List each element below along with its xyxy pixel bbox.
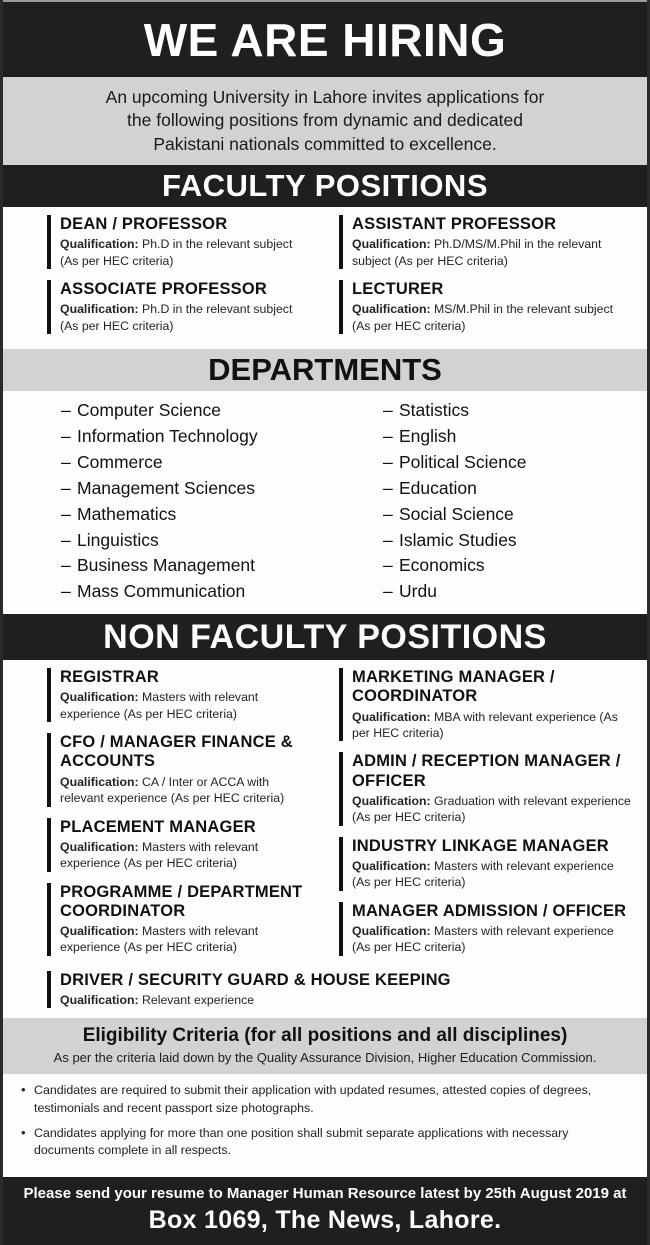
qualification-label: Qualification: <box>60 992 139 1007</box>
department-label: Mathematics <box>77 503 177 524</box>
department-label: Management Sciences <box>77 477 256 498</box>
position-entry-industry-linkage-manager <box>339 837 633 891</box>
qualification-label: Qualification: <box>352 923 431 938</box>
qualification-text: Masters with relevant experience (As per HEC criteria) <box>60 690 259 721</box>
position-title: CFO / MANAGER FINANCE & ACCOUNTS <box>60 733 293 771</box>
department-label: Computer Science <box>77 400 221 421</box>
department-label: Education <box>399 477 477 498</box>
position-title: REGISTRAR <box>60 668 159 687</box>
department-item <box>383 398 647 424</box>
department-item <box>61 398 325 424</box>
position-entry-programme-department-coordinator <box>47 883 313 956</box>
department-label: Mass Communication <box>77 581 246 602</box>
department-item <box>61 528 325 554</box>
qualification-label: Qualification: <box>60 774 139 789</box>
footer-banner <box>3 1174 647 1245</box>
eligibility-subtitle: As per the criteria laid down by the Quality Assurance Division, Higher Education Commission. <box>53 1050 597 1066</box>
dash-icon: – <box>61 581 71 602</box>
dash-icon: – <box>383 426 393 447</box>
department-item <box>383 424 647 450</box>
position-title: PROGRAMME / DEPARTMENT COORDINATOR <box>60 882 303 920</box>
qualification-label: Qualification: <box>60 302 139 317</box>
dash-icon: – <box>383 477 393 498</box>
dash-icon: – <box>383 529 393 550</box>
department-label: Urdu <box>399 581 437 602</box>
non-faculty-right-column <box>325 668 647 967</box>
footer-address: Box 1069, The News, Lahore. <box>148 1206 502 1234</box>
department-label: English <box>399 426 457 447</box>
non-faculty-positions-banner <box>3 614 647 660</box>
dash-icon: – <box>383 451 393 472</box>
position-qualification <box>60 923 313 956</box>
dash-icon: – <box>383 555 393 576</box>
footer-instruction: Please send your resume to Manager Human Resource latest by 25th August 2019 at <box>23 1184 627 1202</box>
non-faculty-positions-title: NON FACULTY POSITIONS <box>103 617 547 656</box>
qualification-label: Qualification: <box>352 858 431 873</box>
dash-icon: – <box>61 451 71 472</box>
position-qualification <box>352 793 633 826</box>
qualification-text: Masters with relevant experience (As per HEC criteria) <box>60 839 259 871</box>
eligibility-title: Eligibility Criteria (for all positions and all disciplines) <box>82 1025 568 1047</box>
faculty-positions-banner <box>3 165 647 207</box>
department-label: Islamic Studies <box>399 529 517 550</box>
position-title: MARKETING MANAGER / COORDINATOR <box>352 668 555 706</box>
qualification-label: Qualification: <box>352 302 431 317</box>
position-qualification <box>352 709 633 742</box>
department-item <box>383 553 647 579</box>
dash-icon: – <box>383 503 393 524</box>
qualification-text: MS/M.Phil in the relevant subject (As per HEC criteria) <box>352 302 614 333</box>
dash-icon: – <box>61 400 71 421</box>
qualification-label: Qualification: <box>352 709 431 724</box>
department-item <box>383 579 647 605</box>
position-title: PLACEMENT MANAGER <box>60 817 256 836</box>
position-title: LECTURER <box>352 280 444 299</box>
position-qualification <box>352 236 633 269</box>
department-item <box>61 450 325 476</box>
faculty-right-column <box>325 215 647 345</box>
dash-icon: – <box>61 503 71 524</box>
non-faculty-positions-section <box>3 660 647 1018</box>
position-title: MANAGER ADMISSION / OFFICER <box>352 901 627 920</box>
faculty-positions-title: FACULTY POSITIONS <box>162 168 488 203</box>
position-qualification <box>60 301 313 334</box>
position-entry-registrar <box>47 668 313 722</box>
qualification-label: Qualification: <box>60 237 139 252</box>
note-item: • Candidates applying for more than one position shall submit separate applications with necessary documents complete in all respects. <box>21 1125 631 1160</box>
qualification-text: Ph.D in the relevant subject (As per HEC criteria) <box>60 302 293 333</box>
department-label: Information Technology <box>77 426 258 447</box>
qualification-text: Masters with relevant experience (As per HEC criteria) <box>60 923 259 955</box>
non-faculty-full-width-row <box>3 971 647 1019</box>
qualification-label: Qualification: <box>60 923 139 938</box>
position-entry-associate-professor <box>47 280 313 334</box>
position-title: ASSISTANT PROFESSOR <box>352 215 557 233</box>
faculty-left-column <box>3 215 325 345</box>
intro-banner <box>3 77 647 165</box>
application-notes-section <box>3 1074 647 1173</box>
department-item <box>61 579 325 605</box>
position-entry-driver-security-guard-house-keeping <box>47 971 647 1009</box>
intro-line-3: Pakistani nationals committed to excellence. <box>153 133 497 154</box>
dash-icon: – <box>61 555 71 576</box>
department-label: Social Science <box>399 503 514 524</box>
position-qualification <box>352 923 633 956</box>
headline-banner <box>3 0 647 77</box>
departments-left-column <box>3 398 325 605</box>
non-faculty-positions-grid <box>3 660 647 971</box>
position-entry-marketing-manager-coordinator <box>339 668 633 741</box>
department-item <box>61 476 325 502</box>
position-title: INDUSTRY LINKAGE MANAGER <box>352 836 609 855</box>
position-qualification <box>352 858 633 891</box>
headline-text: WE ARE HIRING <box>143 13 507 66</box>
department-label: Linguistics <box>77 529 159 550</box>
qualification-text: MBA with relevant experience (As per HEC criteria) <box>352 709 618 740</box>
qualification-text: Masters with relevant experience (As per HEC criteria) <box>352 858 614 890</box>
position-entry-placement-manager <box>47 818 313 872</box>
qualification-text: Ph.D in the relevant subject (As per HEC criteria) <box>60 237 293 268</box>
qualification-label: Qualification: <box>352 793 431 808</box>
position-qualification <box>60 689 313 722</box>
faculty-positions-section <box>3 207 647 349</box>
position-title: DRIVER / SECURITY GUARD & HOUSE KEEPING <box>60 970 451 989</box>
position-entry-dean-professor <box>47 215 313 269</box>
department-label: Statistics <box>399 400 470 421</box>
department-item <box>61 502 325 528</box>
position-entry-manager-admission-officer <box>339 902 633 956</box>
departments-right-column <box>325 398 647 605</box>
faculty-positions-grid <box>3 207 647 349</box>
qualification-label: Qualification: <box>352 237 431 252</box>
dash-icon: – <box>383 400 393 421</box>
position-title: ASSOCIATE PROFESSOR <box>60 280 268 299</box>
intro-line-2: the following positions from dynamic and dedicated <box>127 110 523 131</box>
department-item <box>383 450 647 476</box>
departments-section <box>3 391 647 614</box>
qualification-text: Masters with relevant experience (As per HEC criteria) <box>352 923 614 955</box>
position-title: ADMIN / RECEPTION MANAGER / OFFICER <box>352 752 621 790</box>
department-item <box>61 553 325 579</box>
department-label: Commerce <box>77 451 163 472</box>
position-qualification <box>60 992 647 1008</box>
position-qualification <box>352 301 633 334</box>
position-qualification <box>60 839 313 872</box>
intro-line-1: An upcoming University in Lahore invites applications for <box>105 87 545 108</box>
qualification-text: Ph.D/MS/M.Phil in the relevant subject (As per HEC criteria) <box>352 237 602 268</box>
non-faculty-left-column <box>3 668 325 967</box>
position-title: DEAN / PROFESSOR <box>60 215 228 233</box>
qualification-label: Qualification: <box>60 690 139 705</box>
dash-icon: – <box>383 581 393 602</box>
position-entry-lecturer <box>339 280 633 334</box>
departments-banner <box>3 349 647 391</box>
department-item <box>383 476 647 502</box>
department-item <box>383 502 647 528</box>
dash-icon: – <box>61 426 71 447</box>
qualification-label: Qualification: <box>60 839 139 854</box>
dash-icon: – <box>61 529 71 550</box>
eligibility-criteria-banner <box>3 1018 647 1074</box>
qualification-text: Graduation with relevant experience (As per HEC criteria) <box>352 793 631 825</box>
qualification-text: Relevant experience <box>138 992 255 1007</box>
department-label: Political Science <box>399 451 527 472</box>
position-entry-admin-reception-manager-officer <box>339 752 633 825</box>
department-item <box>383 528 647 554</box>
position-entry-cfo-manager-finance <box>47 733 313 806</box>
department-item <box>61 424 325 450</box>
department-label: Business Management <box>77 555 256 576</box>
position-qualification <box>60 774 313 807</box>
departments-title: DEPARTMENTS <box>208 352 442 388</box>
qualification-text: CA / Inter or ACCA with relevant experience (As per HEC criteria) <box>60 774 285 806</box>
note-item: • Candidates are required to submit their application with updated resumes, attested copies of degrees, testimonials and recent passport size photographs. <box>21 1082 631 1117</box>
position-qualification <box>60 236 313 269</box>
position-entry-assistant-professor <box>339 215 633 269</box>
department-label: Economics <box>399 555 485 576</box>
dash-icon: – <box>61 477 71 498</box>
